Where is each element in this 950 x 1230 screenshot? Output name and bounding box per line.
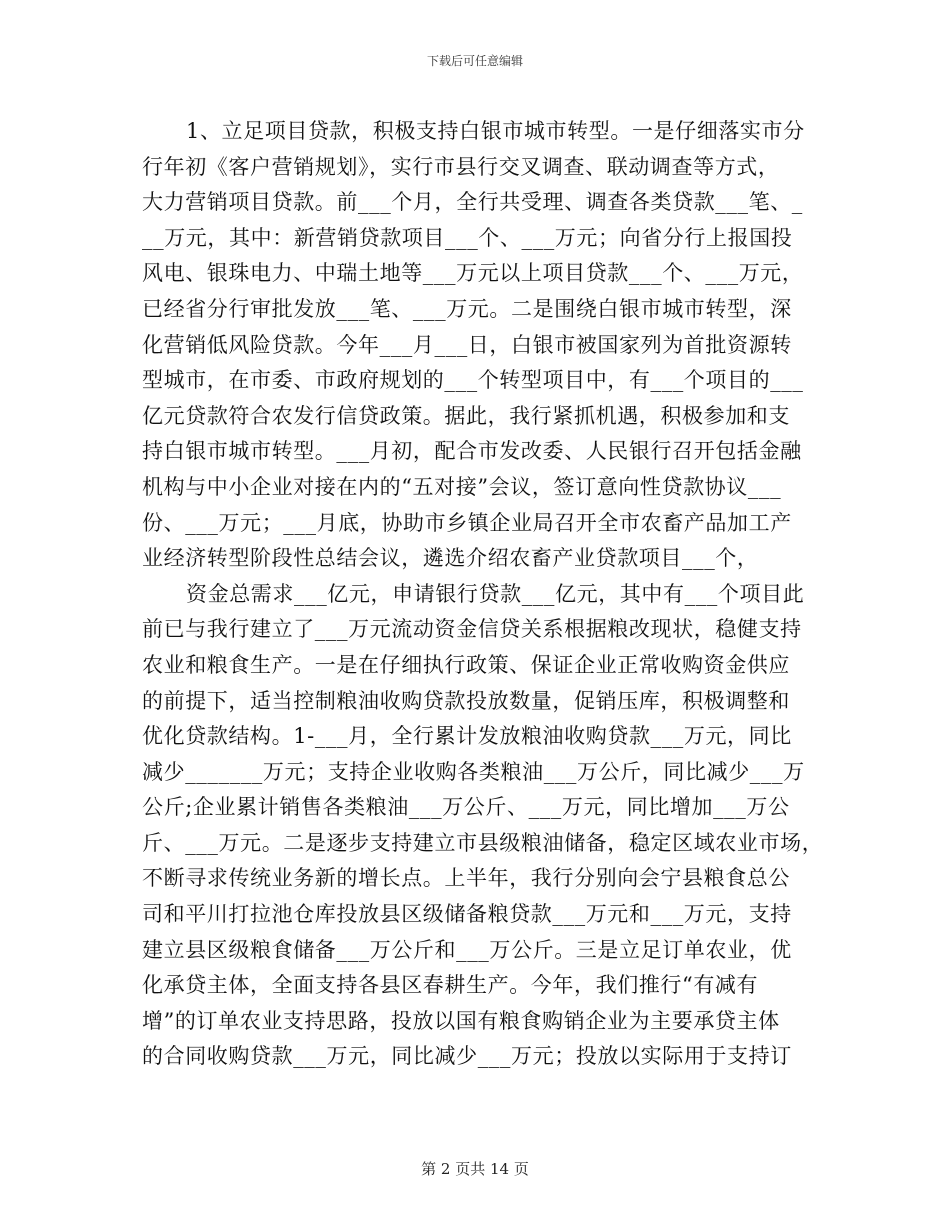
text-line: 1、立足项目贷款，积极支持白银市城市转型。一是仔细落实市分: [186, 119, 805, 143]
text-line: 优化贷款结构。1-___月，全行累计发放粮油收购贷款___万元，同比: [142, 724, 792, 749]
text-line: 机构与中小企业对接在内的“五对接”会议，签订意向性贷款协议___: [142, 474, 782, 499]
text-line: 化承贷主体，全面支持各县区春耕生产。今年，我们推行“有减有: [142, 973, 759, 998]
text-line: 不断寻求传统业务新的增长点。上半年，我行分别向会宁县粮食总公: [142, 866, 790, 891]
text-line: 前已与我行建立了___万元流动资金信贷关系根据粮改现状，稳健支持: [142, 617, 802, 642]
text-line: __万元，其中：新营销贷款项目___个、___万元；向省分行上报国投: [142, 225, 793, 250]
document-body: [142, 114, 824, 1075]
text-line: 的前提下，适当控制粮油收购贷款投放数量，促销压库，积极调整和: [142, 688, 790, 713]
text-line: 已经省分行审批发放___笔、___万元。二是围绕白银市城市转型，深: [142, 296, 792, 321]
text-line: 风电、银珠电力、中瑞土地等___万元以上项目贷款___个、___万元，: [142, 261, 804, 286]
text-line: 业经济转型阶段性总结会议，遴选介绍农畜产业贷款项目___个，: [142, 546, 759, 571]
text-line: 司和平川打拉池仓库投放县区级储备粮贷款___万元和___万元，支持: [142, 902, 792, 927]
text-line: 行年初《客户营销规划》，实行市县行交叉调查、联动调查等方式，: [142, 154, 780, 179]
text-line: 型城市，在市委、市政府规划的___个转型项目中，有___个项目的___: [142, 368, 804, 393]
text-line: 的合同收购贷款___万元，同比减少___万元；投放以实际用于支持订: [142, 1044, 792, 1069]
text-line: 农业和粮食生产。一是在仔细执行政策、保证企业正常收购资金供应: [142, 652, 790, 677]
text-line: 大力营销项目贷款。前___个月，全行共受理、调查各类贷款___笔、_: [142, 190, 803, 215]
text-line: 份、___万元；___月底，协助市乡镇企业局召开全市农畜产品加工产: [142, 510, 792, 535]
paragraph-2: [142, 577, 824, 1075]
text-line: 建立县区级粮食储备___万公斤和___万公斤。三是立足订单农业，优: [142, 937, 792, 962]
page-footer: 第 2 页共 14 页: [421, 1160, 529, 1178]
text-line: 化营销低风险贷款。今年___月___日，白银市被国家列为首批资源转: [142, 332, 792, 357]
text-line: 资金总需求___亿元，申请银行贷款___亿元，其中有___个项目此: [186, 581, 805, 606]
text-line: 持白银市城市转型。___月初，配合市发改委、人民银行召开包括金融: [142, 439, 802, 464]
paragraph-1: [142, 114, 807, 577]
text-line: 斤、___万元。二是逐步支持建立市县级粮油储备，稳定区域农业市场，: [142, 830, 824, 855]
text-line: 亿元贷款符合农发行信贷政策。据此，我行紧抓机遇，积极参加和支: [142, 403, 790, 428]
page-header: 下载后可任意编辑: [426, 54, 523, 68]
text-line: 增”的订单农业支持思路，投放以国有粮食购销企业为主要承贷主体: [142, 1008, 780, 1033]
text-line: 减少_______万元；支持企业收购各类粮油___万公斤，同比减少___万: [142, 759, 805, 784]
text-line: 公斤;企业累计销售各类粮油___万公斤、___万元，同比增加___万公: [142, 795, 790, 820]
